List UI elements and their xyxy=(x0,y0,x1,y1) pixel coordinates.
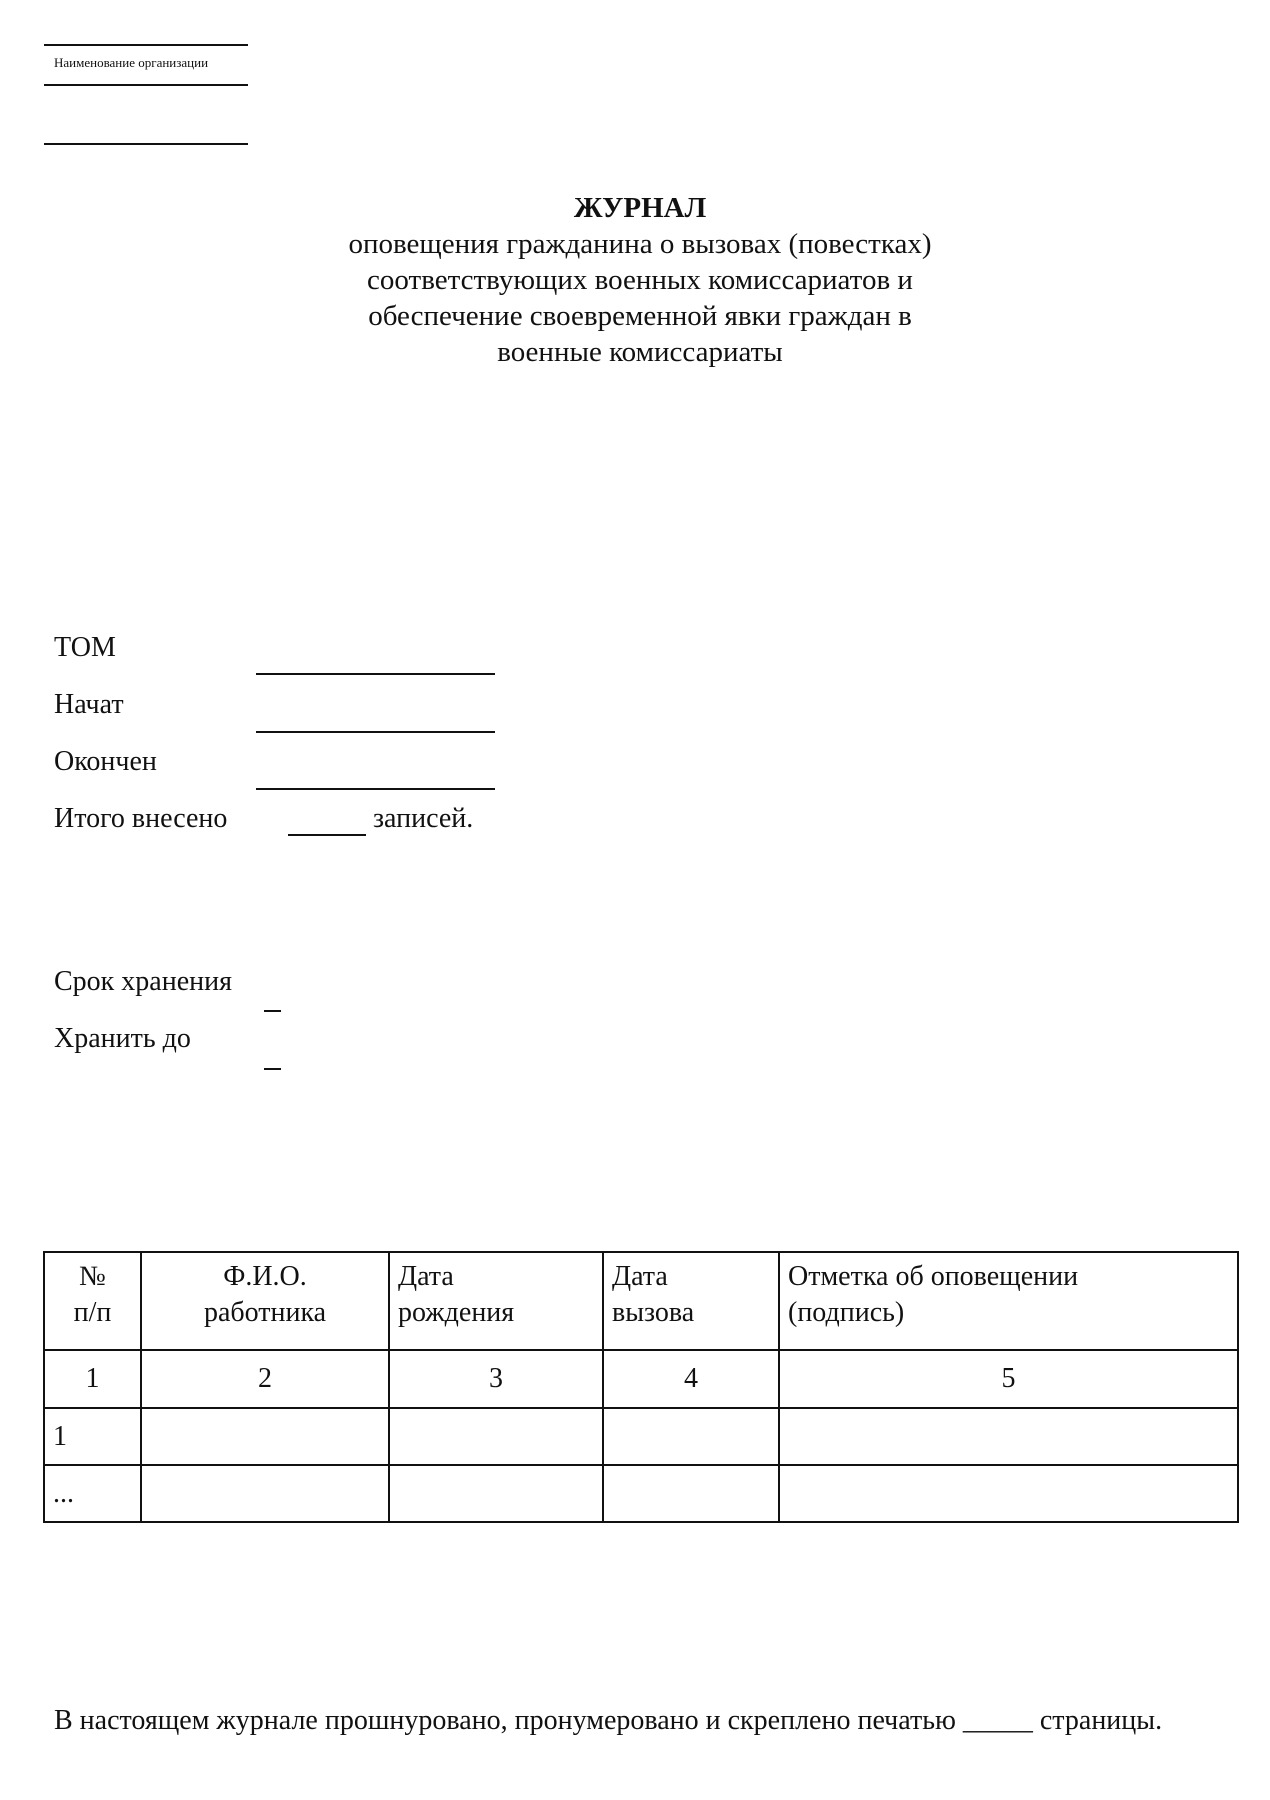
volume-field-line[interactable] xyxy=(256,673,495,675)
document-title: ЖУРНАЛ xyxy=(573,192,707,224)
table-cell[interactable] xyxy=(603,1465,779,1522)
table-cell[interactable] xyxy=(141,1408,389,1465)
document-subtitle-line-1: оповещения гражданина о вызовах (повестках) xyxy=(348,228,932,260)
organization-extra-line[interactable] xyxy=(44,143,248,145)
table-cell[interactable]: ... xyxy=(44,1465,141,1522)
document-subtitle-line-3: обеспечение своевременной явки граждан в xyxy=(368,300,912,332)
header-full-name xyxy=(141,1252,389,1350)
title-block xyxy=(240,190,1040,370)
finished-label: Окончен xyxy=(54,746,157,777)
table-cell[interactable] xyxy=(779,1465,1238,1522)
started-label: Начат xyxy=(54,689,124,720)
column-number: 2 xyxy=(141,1350,389,1408)
header-birth-date xyxy=(389,1252,603,1350)
header-notification-mark-line-1: Отметка об оповещении xyxy=(788,1261,1079,1292)
table-header-row xyxy=(44,1252,1238,1350)
table-row xyxy=(44,1465,1238,1522)
keep-until-blank[interactable] xyxy=(264,1068,281,1070)
organization-name-line[interactable] xyxy=(44,84,248,86)
journal-table xyxy=(43,1251,1239,1523)
header-birth-date-line-2: рождения xyxy=(398,1297,515,1328)
started-field-line[interactable] xyxy=(256,731,495,733)
footer-certification-text: В настоящем журнале прошнуровано, пронумеровано и скреплено печатью _____ страницы. xyxy=(54,1705,1163,1736)
table-cell[interactable] xyxy=(141,1465,389,1522)
header-full-name-line-2: работника xyxy=(203,1297,327,1328)
keep-until-label: Хранить до xyxy=(54,1023,191,1054)
volume-label: ТОМ xyxy=(54,632,116,663)
table-row xyxy=(44,1408,1238,1465)
table-cell[interactable] xyxy=(389,1408,603,1465)
table-cell[interactable] xyxy=(389,1465,603,1522)
entries-suffix: записей. xyxy=(373,803,474,834)
column-number-row xyxy=(44,1350,1238,1408)
header-full-name-line-1: Ф.И.О. xyxy=(223,1261,307,1292)
organization-label: Наименование организации xyxy=(54,55,209,70)
table-cell[interactable] xyxy=(779,1408,1238,1465)
table-cell[interactable] xyxy=(603,1408,779,1465)
retention-period-blank[interactable] xyxy=(264,1010,281,1012)
document-subtitle-line-4: военные комиссариаты xyxy=(497,336,783,368)
header-call-date-line-2: вызова xyxy=(612,1297,695,1328)
table-cell[interactable]: 1 xyxy=(44,1408,141,1465)
header-call-date-line-1: Дата xyxy=(612,1261,668,1292)
header-birth-date-line-1: Дата xyxy=(398,1261,454,1292)
header-notification-mark-line-2: (подпись) xyxy=(788,1297,905,1328)
finished-field-line[interactable] xyxy=(256,788,495,790)
column-number: 4 xyxy=(603,1350,779,1408)
total-entries-blank[interactable] xyxy=(288,834,366,836)
header-number-line-2: п/п xyxy=(73,1297,112,1328)
column-number: 1 xyxy=(44,1350,141,1408)
header-number-line-1: № xyxy=(79,1261,106,1292)
document-subtitle-line-2: соответствующих военных комиссариатов и xyxy=(367,264,913,296)
organization-block xyxy=(44,44,248,145)
retention-period-label: Срок хранения xyxy=(54,966,232,997)
header-number xyxy=(44,1252,141,1350)
column-number: 5 xyxy=(779,1350,1238,1408)
column-number: 3 xyxy=(389,1350,603,1408)
total-entries-label: Итого внесено xyxy=(54,803,228,834)
header-call-date xyxy=(603,1252,779,1350)
header-notification-mark xyxy=(779,1252,1238,1350)
